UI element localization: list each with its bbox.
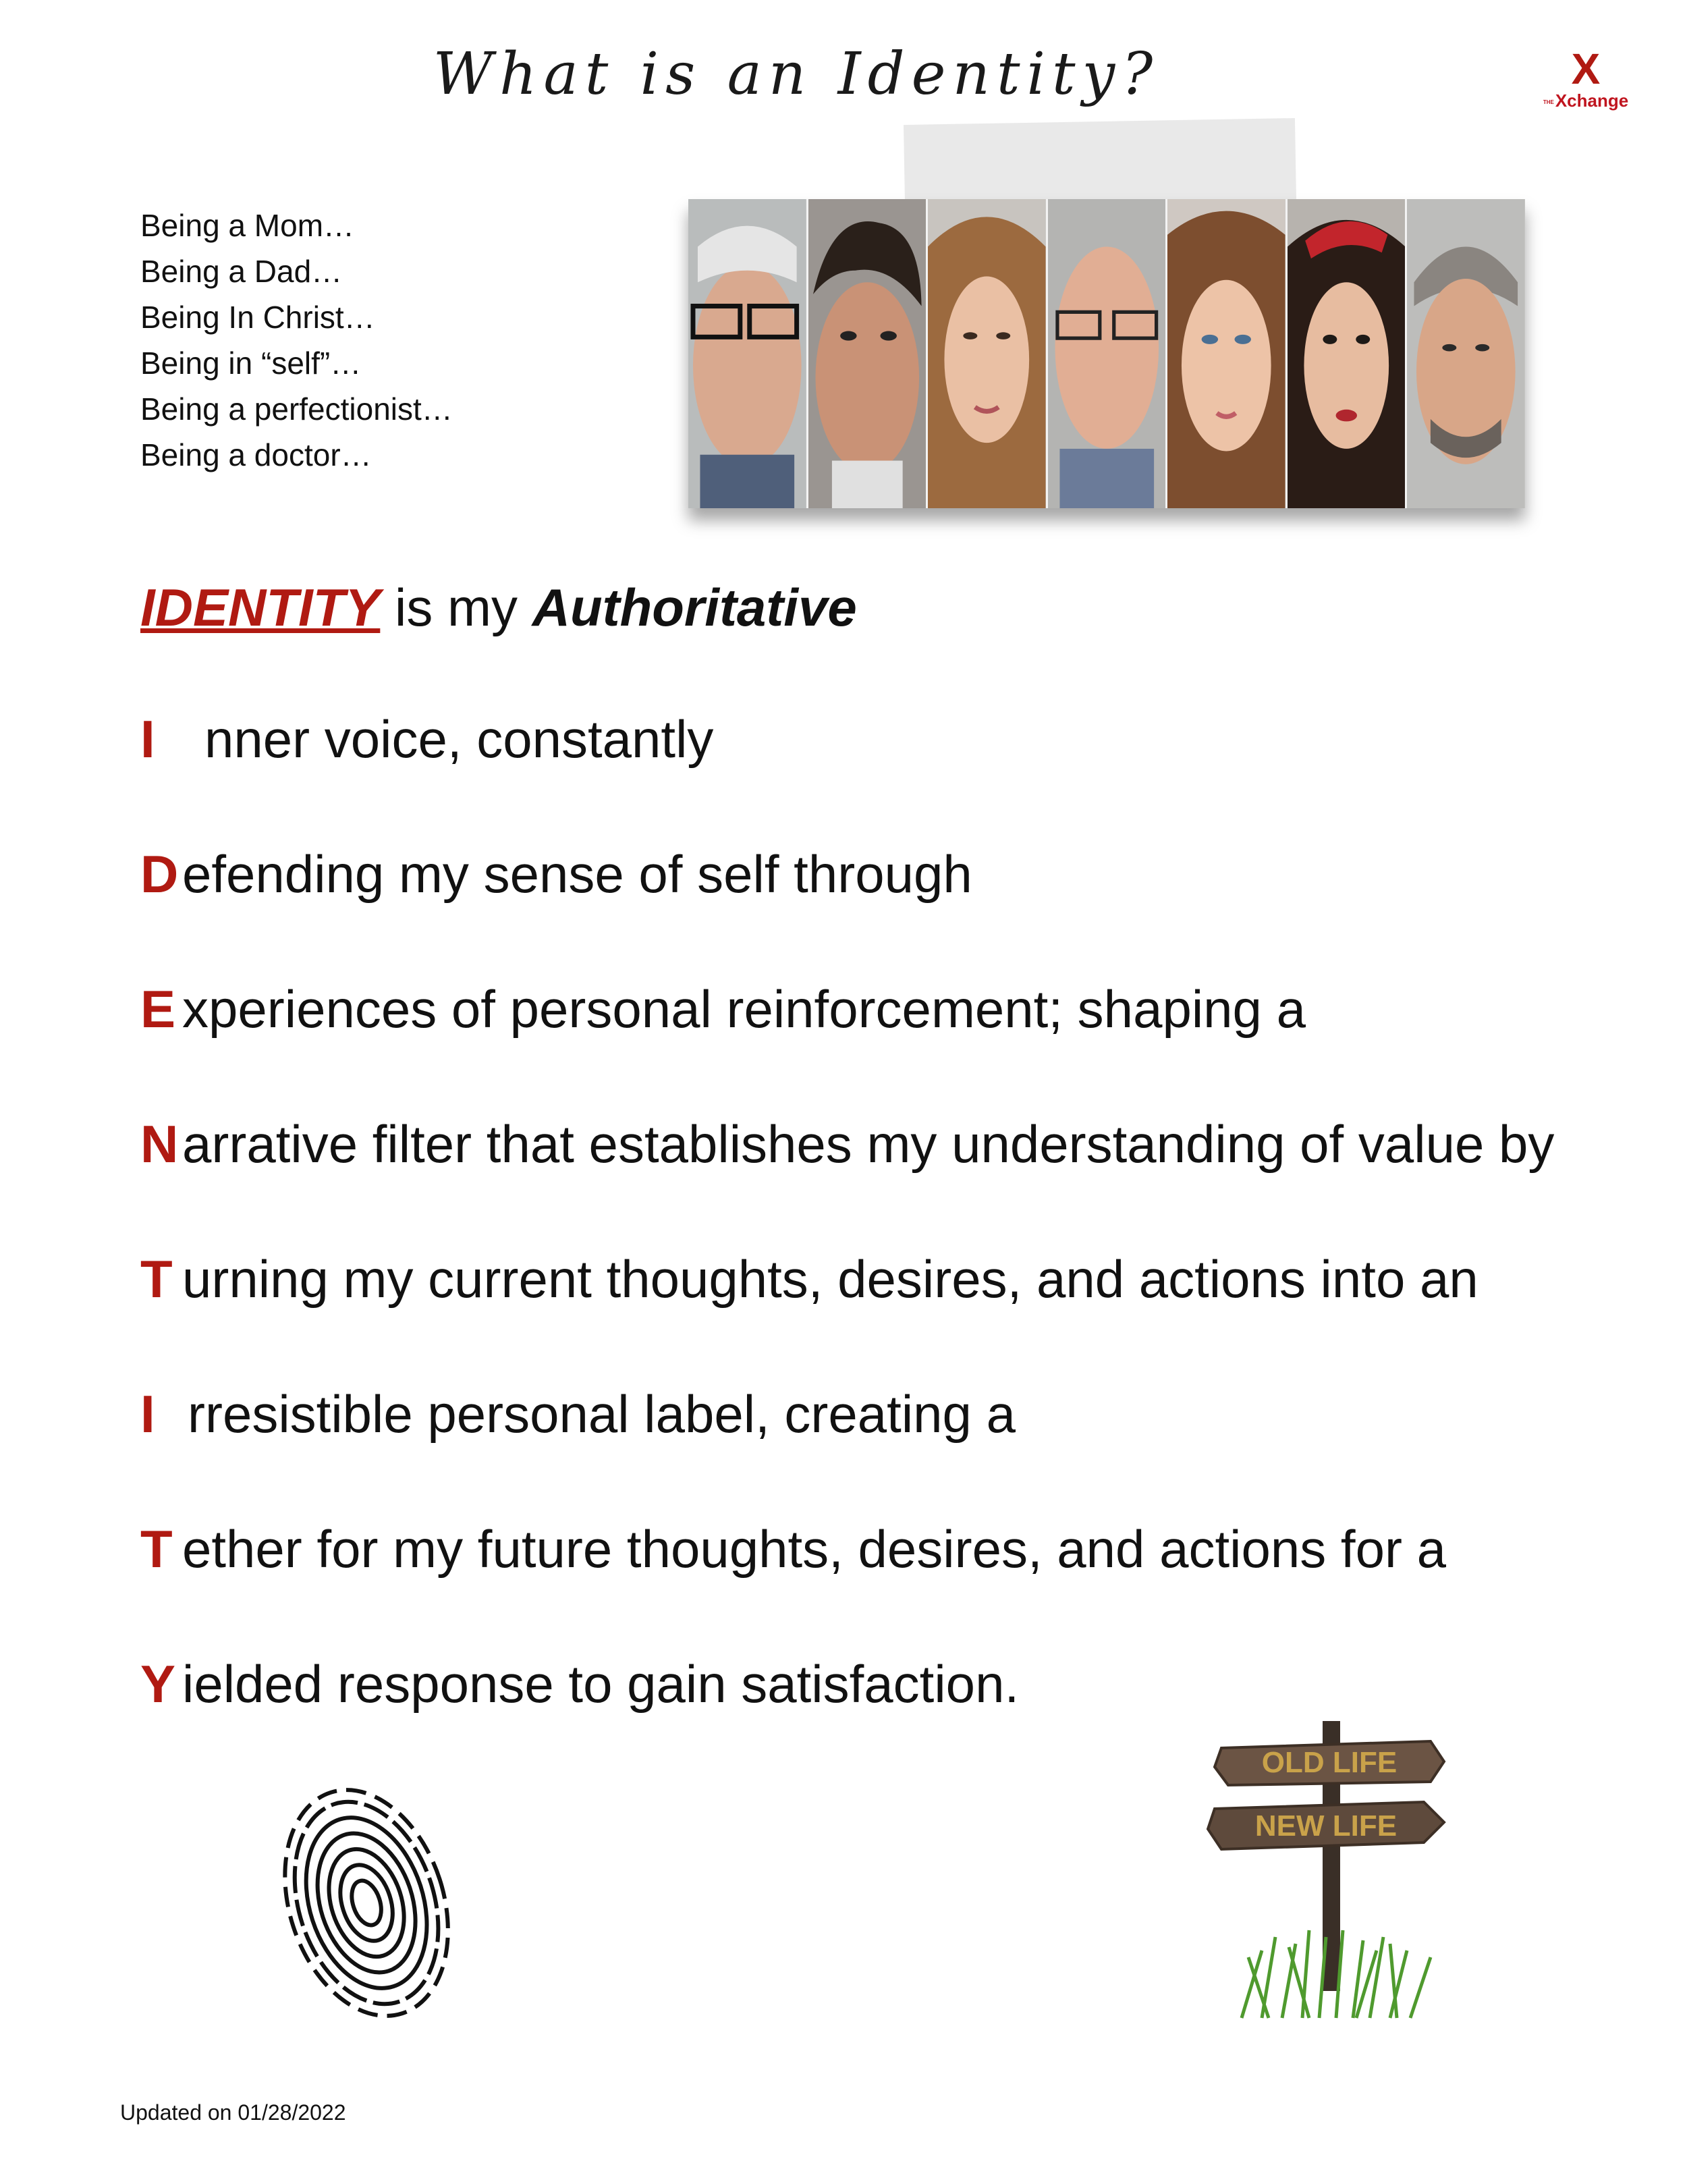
being-item: Being In Christ… [140,300,375,335]
being-item: Being in “self”… [140,346,362,381]
acrostic-line [140,979,1554,1114]
face-photo-woman-red-bandana [1288,199,1408,508]
acrostic-letter: T [140,1249,173,1309]
logo-small-text: THE [1543,99,1554,105]
face-photo-young-man [808,199,929,508]
page-title: What is an Identity? [433,40,1160,108]
identity-keyword: IDENTITY [140,578,381,637]
identity-acrostic [140,709,1554,1789]
being-item: Being a Mom… [140,208,355,243]
acrostic-letter: Y [140,1654,176,1714]
definition-emphasis: Authoritative [532,578,857,637]
updated-date: Updated on 01/28/2022 [120,2100,346,2125]
identity-definition-heading [140,577,857,638]
signpost-new-life: NEW LIFE [1254,1809,1398,1842]
face-photo-man-gray-hair [1407,199,1525,508]
acrostic-text: ielded response to gain satisfaction. [182,1654,1020,1714]
acrostic-text: ether for my future thoughts, desires, and actions for a [182,1519,1446,1579]
acrostic-text: xperiences of personal reinforcement; shaping a [182,979,1306,1039]
definition-middle: is my [380,578,532,637]
face-photo-older-man [688,199,808,508]
acrostic-text: rresistible personal label, creating a [188,1384,1016,1444]
fingerprint-icon [277,1768,452,2025]
acrostic-text: arrative filter that establishes my understanding of value by [182,1114,1555,1174]
being-list [140,202,453,478]
acrostic-line [140,1249,1554,1384]
being-item: Being a Dad… [140,254,343,289]
logo-word [1532,90,1640,111]
face-photo-woman-looking-up [1167,199,1288,508]
acrostic-line [140,1384,1554,1519]
tape-strip [904,118,1296,206]
thinking-faces-photo-strip [688,199,1525,508]
face-photo-bald-man [1048,199,1168,508]
logo-word-text: Xchange [1555,90,1629,111]
acrostic-letter: I [140,709,155,769]
signpost-old-life: OLD LIFE [1261,1746,1398,1779]
acrostic-text: nner voice, constantly [204,709,714,769]
signpost-icon [1201,1708,1471,2025]
being-item: Being a perfectionist… [140,391,453,427]
acrostic-letter: D [140,844,179,904]
acrostic-line [140,709,1554,844]
acrostic-line [140,844,1554,979]
acrostic-letter: T [140,1519,173,1579]
acrostic-letter: I [140,1384,155,1444]
acrostic-text: efending my sense of self through [182,844,972,904]
acrostic-letter: N [140,1114,179,1174]
acrostic-line [140,1114,1554,1249]
acrostic-letter: E [140,979,176,1039]
being-item: Being a doctor… [140,437,372,472]
face-photo-young-woman [928,199,1048,508]
acrostic-text: urning my current thoughts, desires, and actions into an [182,1249,1478,1309]
acrostic-line [140,1519,1554,1654]
xchange-logo [1532,47,1640,111]
logo-mark: X [1571,45,1601,93]
